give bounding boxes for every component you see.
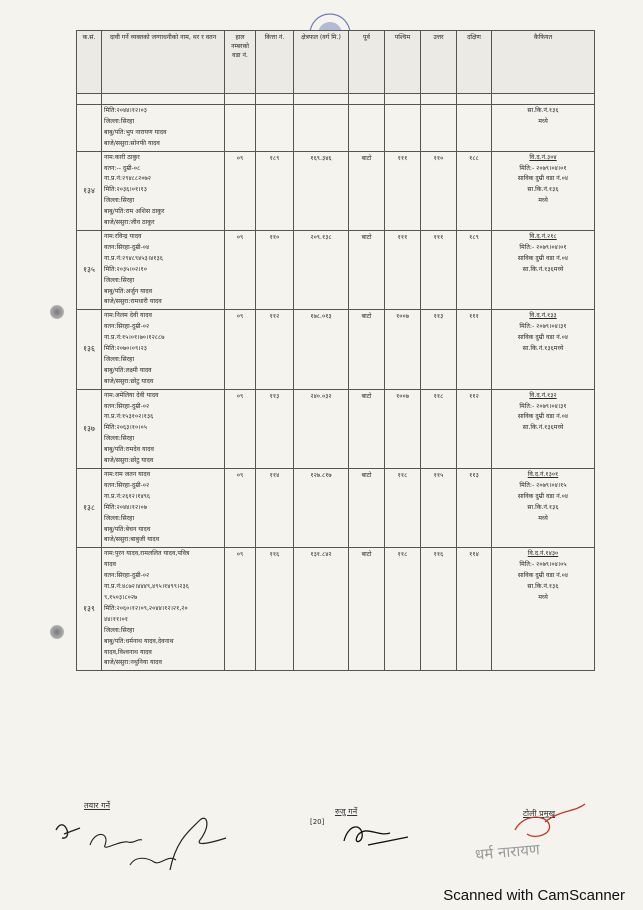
kitta-cell: ११६: [256, 548, 294, 671]
cell-line: ना.प्र.नं:२९४८८२०७२: [104, 175, 151, 183]
cell-line: वि.द.नं.१३२: [529, 391, 557, 399]
cell-line: ४४।११।०१: [104, 615, 128, 623]
prepared-by-label: तयार गर्ने: [84, 801, 111, 810]
cell-line: बाबु/पति:धर्मनाथ यादव,देवनाथ: [104, 637, 174, 645]
remarks-cell: [492, 469, 595, 548]
cell-line: मिति:२०३६।०१।१३: [104, 186, 147, 194]
east-cell: बाटो: [349, 469, 385, 548]
area-cell: १३१.८४२: [294, 548, 349, 671]
cell-line: मिति:२०७०।०९।२३: [104, 345, 147, 353]
north-cell: ११०: [421, 151, 457, 230]
north-cell: ११८: [421, 389, 457, 468]
spacer-cell: [457, 94, 492, 105]
owner-cell: [102, 151, 225, 230]
cell-line: बाजे/ससुरा:जीव ठाकुर: [104, 219, 155, 227]
east-cell: बाटो: [349, 230, 385, 309]
cell-line: बाबु/पति:अर्जुन यादव: [104, 287, 153, 295]
cell-line: साविक दुम्री वडा नं.०४: [517, 413, 569, 421]
owner-cell: [102, 389, 225, 468]
spacer-cell: [256, 94, 294, 105]
cell-line: मिति:- २०७९।०४।३१: [519, 402, 567, 410]
cell-line: जिल्ला:सिरहा: [104, 117, 135, 125]
cell-line: मिति:- २०७९।०४।०५: [519, 561, 567, 569]
cell-line: मिति:२०३५।०२।१०: [104, 265, 147, 273]
cell-line: जिल्ला:सिरहा: [104, 276, 135, 284]
table-row: [77, 389, 595, 468]
cell-line: बाबु/पति:बेचन यादव: [104, 525, 151, 533]
header-row: [77, 31, 595, 94]
serial-cell: १३९: [77, 548, 102, 671]
remarks-cell: [492, 105, 595, 152]
spacer-cell: [421, 94, 457, 105]
kitta-cell: ११२: [256, 310, 294, 389]
south-cell: १११: [457, 310, 492, 389]
west-cell: १००७: [385, 310, 421, 389]
cell-line: ना.प्र.नं:१५।०१।७०।१२८८७: [104, 334, 165, 342]
spacer-cell: [77, 94, 102, 105]
column-header: कित्ता नं.: [256, 31, 294, 94]
area-cell: १७८.०१३: [294, 310, 349, 389]
punch-hole: [50, 305, 64, 319]
cell-line: जिल्ला:सिरहा: [104, 435, 135, 443]
table-body: [77, 94, 595, 671]
column-header: हाल नम्बरको वडा नं.: [225, 31, 256, 94]
south-cell: ११३: [457, 469, 492, 548]
south-cell: ११२: [457, 389, 492, 468]
remarks-cell: [492, 230, 595, 309]
ward-cell: ०९: [225, 469, 256, 548]
cell-line: मिति:२०४४।१२।०३: [104, 107, 147, 114]
value-cell: [457, 105, 492, 152]
cell-line: मिति:- २०७९।०४।१५: [519, 481, 567, 489]
cell-line: मिति:- २०७९।०४।३१: [519, 323, 567, 331]
value-cell: [294, 105, 349, 152]
cell-line: नाम:राम जतन यादव: [104, 471, 151, 478]
kitta-cell: ११३: [256, 389, 294, 468]
column-header: कैफियत: [492, 31, 595, 94]
cell-line: वतन:सिरहा-दुम्री-०४: [104, 243, 150, 251]
cell-line: नाम:अमेलिया देवी यादव: [104, 391, 159, 399]
land-register-table: [76, 30, 595, 671]
cell-line: साविक दुम्री वडा नं.०४: [517, 334, 569, 342]
spacer-cell: [349, 94, 385, 105]
cell-line: सा.कि.नं.१३६: [527, 503, 559, 511]
cell-line: साविक दुम्री वडा नं.०४: [517, 492, 569, 500]
cell-line: वतन:सिरहा-दुम्री-०२: [104, 481, 150, 489]
cell-line: मिति:- २०७९।०४।०१: [519, 164, 567, 172]
serial-cell: १३८: [77, 469, 102, 548]
value-cell: [349, 105, 385, 152]
west-cell: ११८: [385, 548, 421, 671]
cell-line: मिति:२०६०।१२।०९,२०४४।१२।२१,२०: [104, 604, 188, 612]
south-cell: १८९: [457, 230, 492, 309]
cell-line: बाजे/ससुरा:नथुनिया यादव: [104, 659, 162, 667]
serial-cell: १३५: [77, 230, 102, 309]
ward-cell: ०९: [225, 151, 256, 230]
page-number: [20]: [310, 818, 325, 826]
remarks-cell: [492, 310, 595, 389]
cell-line: वतन:सिरहा-दुम्री-०२: [104, 402, 150, 410]
spacer-cell: [385, 94, 421, 105]
value-cell: [385, 105, 421, 152]
cell-line: ना.प्र.नं:४८७२।४४४९,४९५।१४९९।२३६: [104, 583, 189, 591]
east-cell: बाटो: [349, 389, 385, 468]
cell-line: मिति:२०६३।१०।०५: [104, 424, 147, 432]
cell-line: मध्ये: [538, 117, 548, 125]
serial-cell: १३४: [77, 151, 102, 230]
cell-line: वि.द.नं.१४३०: [527, 550, 559, 558]
spacer-cell: [294, 94, 349, 105]
owner-cell: [102, 105, 225, 152]
cell-line: नाम:पुरन यादव,रामललित यादव,पवित्र: [104, 550, 190, 558]
kitta-cell: ११०: [256, 230, 294, 309]
cell-line: बाबु/पति:भुप नारायण यादव: [104, 128, 167, 136]
west-cell: ११८: [385, 469, 421, 548]
cell-line: जिल्ला:सिरहा: [104, 355, 135, 363]
table-row: [77, 548, 595, 671]
owner-cell: [102, 310, 225, 389]
spacer-cell: [102, 94, 225, 105]
area-cell: २०९.१३८: [294, 230, 349, 309]
cell-line: सा.कि.नं.१३६मध्ये: [522, 265, 564, 273]
cell-line: ना.प्र.नं:२६१२।१४९६: [104, 492, 151, 500]
cell-line: जिल्ला:सिरहा: [104, 197, 135, 205]
value-cell: [256, 105, 294, 152]
area-cell: १६९.३४६: [294, 151, 349, 230]
east-cell: बाटो: [349, 310, 385, 389]
cell-line: वि.द.नं.१३०१: [527, 471, 559, 478]
table-row: [77, 105, 595, 152]
cell-line: मध्ये: [538, 593, 548, 601]
cell-line: मिति:- २०७९।०४।०१: [519, 243, 567, 251]
cell-line: बाबु/पति:राम अशिस ठाकुर: [104, 208, 165, 216]
column-header: पूर्व: [349, 31, 385, 94]
serial-cell: १३७: [77, 389, 102, 468]
cell-line: सा.कि.नं.१३६: [527, 186, 559, 194]
column-header: पश्चिम: [385, 31, 421, 94]
area-cell: २४०.०३२: [294, 389, 349, 468]
checker-signature: [338, 815, 418, 850]
cell-line: नाम:निलम देवी यादव: [104, 312, 152, 320]
spacer-cell: [225, 94, 256, 105]
south-cell: १८८: [457, 151, 492, 230]
team-leader-signature: [505, 800, 595, 845]
cell-line: वतन:सिरहा-दुम्री-०२: [104, 323, 150, 331]
column-header: क्षेत्रफल (वर्ग मि.): [294, 31, 349, 94]
west-cell: १००७: [385, 389, 421, 468]
owner-cell: [102, 469, 225, 548]
cell-line: वि.द.नं.१३३: [529, 312, 557, 320]
column-header: क.सं.: [77, 31, 102, 94]
column-header: दावी गर्ने व्यक्तको जग्गाधनीको नाम, थर र वतन: [102, 31, 225, 94]
cell-line: सा.कि.नं.१३६मध्ये: [522, 424, 564, 432]
cell-line: बाजे/ससुरा:छोटु यादव: [104, 377, 154, 385]
cell-line: ना.प्र.नं:१५३१०२।१३६: [104, 413, 154, 421]
cell-line: बाजे/ससुरा:छोटु यादव: [104, 457, 154, 465]
remarks-cell: [492, 151, 595, 230]
cell-line: वतन:सिरहा-दुम्री-०२: [104, 572, 150, 580]
kitta-cell: १८९: [256, 151, 294, 230]
area-cell: १२७.८१७: [294, 469, 349, 548]
remarks-cell: [492, 548, 595, 671]
column-header: दक्षिण: [457, 31, 492, 94]
column-header: उत्तर: [421, 31, 457, 94]
cell-line: बाबु/पति:रामदेव यादव: [104, 446, 154, 454]
cell-line: नाम:रविन्द्र यादव: [104, 232, 142, 240]
cell-line: साविक दुम्री वडा नं.०४: [517, 175, 569, 183]
preparer-signatures: [50, 810, 250, 880]
land-register-table-wrapper: [76, 30, 594, 671]
east-cell: बाटो: [349, 151, 385, 230]
east-cell: बाटो: [349, 548, 385, 671]
owner-cell: [102, 548, 225, 671]
west-cell: १११: [385, 230, 421, 309]
table-row: [77, 310, 595, 389]
ward-cell: ०९: [225, 548, 256, 671]
cell-line: ९,१५०३।८०२७: [104, 593, 138, 601]
spacer-row: [77, 94, 595, 105]
cell-line: सा.कि.नं.१३६: [527, 107, 559, 114]
cell-line: जिल्ला:सिरहा: [104, 514, 135, 522]
cell-line: बाबु/पति:लक्ष्मी यादव: [104, 366, 152, 374]
value-cell: [421, 105, 457, 152]
serial-cell: [77, 105, 102, 152]
owner-cell: [102, 230, 225, 309]
serial-cell: १३६: [77, 310, 102, 389]
north-cell: १११: [421, 230, 457, 309]
kitta-cell: ११४: [256, 469, 294, 548]
cell-line: यादव: [104, 561, 116, 569]
remarks-cell: [492, 389, 595, 468]
table-row: [77, 469, 595, 548]
cell-line: बाजे/ससुरा:बाबुजी यादव: [104, 536, 160, 544]
south-cell: ११४: [457, 548, 492, 671]
table-row: [77, 151, 595, 230]
checked-by-label: रुजु गर्ने: [335, 807, 358, 816]
cell-line: सा.कि.नं.१३६मध्ये: [522, 345, 564, 353]
west-cell: १११: [385, 151, 421, 230]
cell-line: यादव,विश्वनाथ यादव: [104, 648, 152, 656]
cell-line: जिल्ला:सिरहा: [104, 626, 135, 634]
team-leader-label: टोली प्रमुख: [523, 809, 556, 818]
value-cell: [225, 105, 256, 152]
cell-line: मिति:२०४४।१२।०७: [104, 503, 147, 511]
north-cell: ११५: [421, 469, 457, 548]
cell-line: वतन:-- दुम्री-०८: [104, 164, 141, 172]
cell-line: साविक दुम्री वडा नं.०४: [517, 572, 569, 580]
cell-line: ना.प्र.नं:२९४८९४५३।४१३६: [104, 254, 163, 262]
punch-hole: [50, 625, 64, 639]
scanner-watermark: Scanned with CamScanner: [443, 887, 625, 904]
ward-cell: ०९: [225, 389, 256, 468]
spacer-cell: [492, 94, 595, 105]
cell-line: वि.द.नं.२१८: [529, 232, 557, 240]
cell-line: वि.द.नं.३०४: [529, 153, 557, 161]
ward-cell: ०९: [225, 310, 256, 389]
cell-line: सा.कि.नं.१३६: [527, 583, 559, 591]
cell-line: बाजे/ससुरा:सोनफी यादव: [104, 139, 160, 147]
cell-line: मध्ये: [538, 197, 548, 205]
cell-line: नाम:कारी ठाकुर: [104, 153, 140, 161]
team-leader-name: धर्म नारायण: [474, 840, 541, 864]
cell-line: मध्ये: [538, 514, 548, 522]
north-cell: ११३: [421, 310, 457, 389]
cell-line: साविक दुम्री वडा नं.०४: [517, 254, 569, 262]
north-cell: ११६: [421, 548, 457, 671]
table-row: [77, 230, 595, 309]
ward-cell: ०९: [225, 230, 256, 309]
cell-line: बाजे/ससुरा:रामधारी यादव: [104, 298, 162, 306]
